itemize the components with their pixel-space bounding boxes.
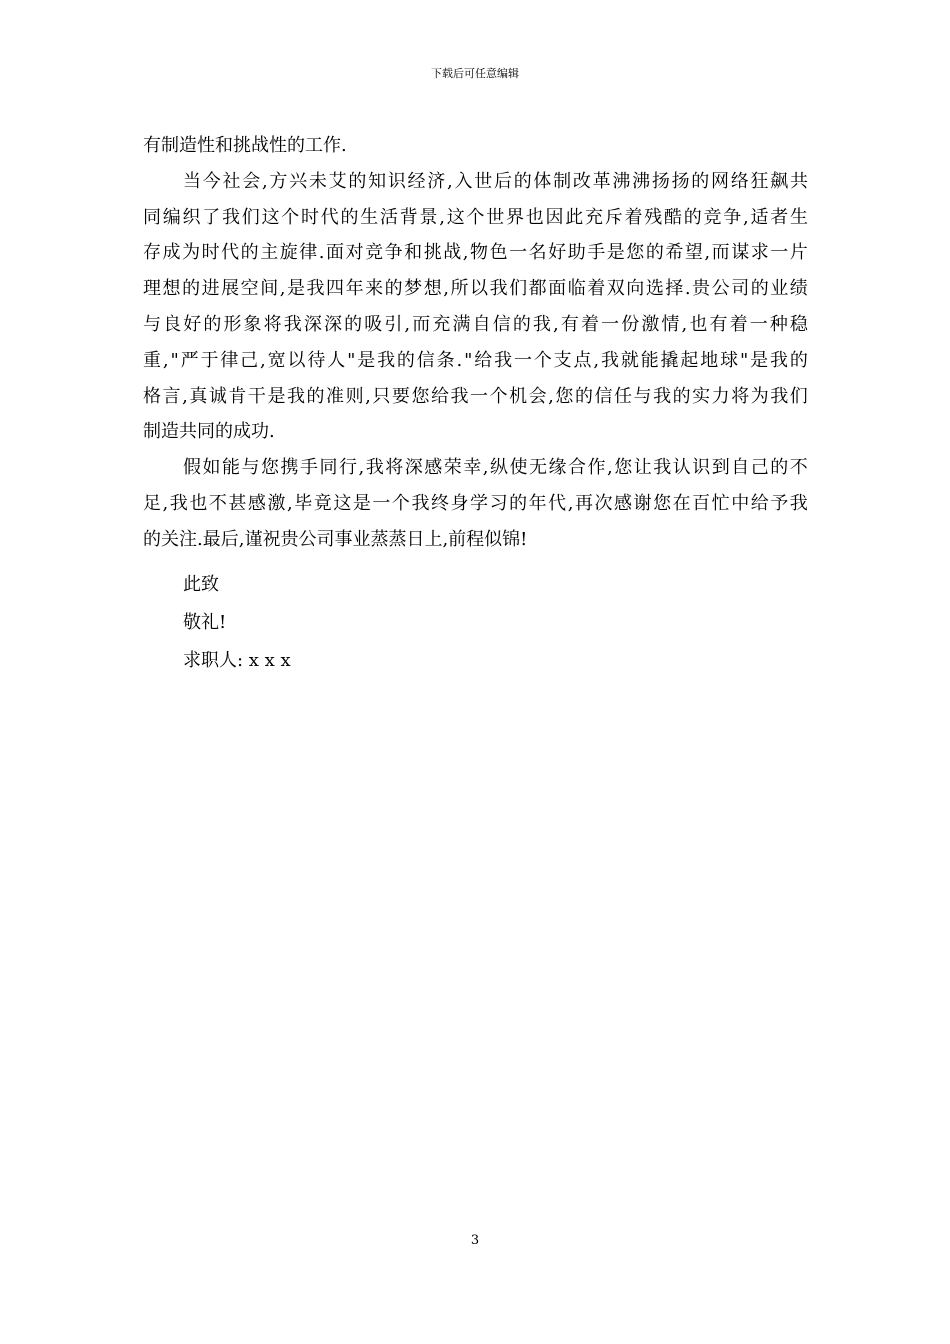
page-number: 3 xyxy=(470,1233,480,1248)
text-line: 理 想 的 进 展 空 间 , 是 我 四 年 来 的 梦 想 , 所 以 我 们 都 面 临 着 双 向 选 择 . 贵 公 司 的 业 绩 xyxy=(143,278,808,300)
text-line: 足 , 我 也 不 甚 感 激 , 毕 竟 这 是 一 个 我 终 身 学 习 的 年 代 , 再 次 感 谢 您 在 百 忙 中 给 予 我 xyxy=(143,492,808,514)
closing-regards: 敬礼! xyxy=(183,612,227,633)
page-header: 下载后可任意编辑 xyxy=(431,67,519,80)
text-line: 格 言 , 真 诚 肯 干 是 我 的 准 则 , 只 要 您 给 我 一 个 机 会 , 您 的 信 任 与 我 的 实 力 将 为 我 们 xyxy=(143,385,808,407)
letter-body xyxy=(143,128,808,558)
closing-salutation: 此致 xyxy=(183,574,219,595)
signature-line: 求职人: x x x xyxy=(183,650,291,671)
text-line: 有制造性和挑战性的工作. xyxy=(143,135,347,156)
text-line: 同 编 织 了 我 们 这 个 时 代 的 生 活 背 景 , 这 个 世 界 也 因 此 充 斥 着 残 酷 的 竞 争 , 适 者 生 xyxy=(143,206,808,228)
text-line: 与 良 好 的 形 象 将 我 深 深 的 吸 引 , 而 充 满 自 信 的 我 , 有 着 一 份 激 情 , 也 有 着 一 种 稳 xyxy=(143,313,808,335)
text-line: 的关注.最后,谨祝贵公司事业蒸蒸日上,前程似锦! xyxy=(143,528,528,550)
text-line: 假 如 能 与 您 携 手 同 行 , 我 将 深 感 荣 幸 , 纵 使 无 缘 合 作 , 您 让 我 认 识 到 自 己 的 不 xyxy=(183,457,808,479)
text-line: 存 成 为 时 代 的 主 旋 律 . 面 对 竞 争 和 挑 战 , 物 色 一 名 好 助 手 是 您 的 希 望 , 而 谋 求 一 片 xyxy=(143,242,808,264)
text-line: 当 今 社 会 , 方 兴 未 艾 的 知 识 经 济 , 入 世 后 的 体 制 改 革 沸 沸 扬 扬 的 网 络 狂 飙 共 xyxy=(183,170,808,192)
text-line: 重 , " 严 于 律 己 , 宽 以 待 人 " 是 我 的 信 条 . " 给 我 一 个 支 点 , 我 就 能 撬 起 地 球 " 是 我 的 xyxy=(143,349,808,371)
text-line: 制造共同的成功. xyxy=(143,421,275,443)
